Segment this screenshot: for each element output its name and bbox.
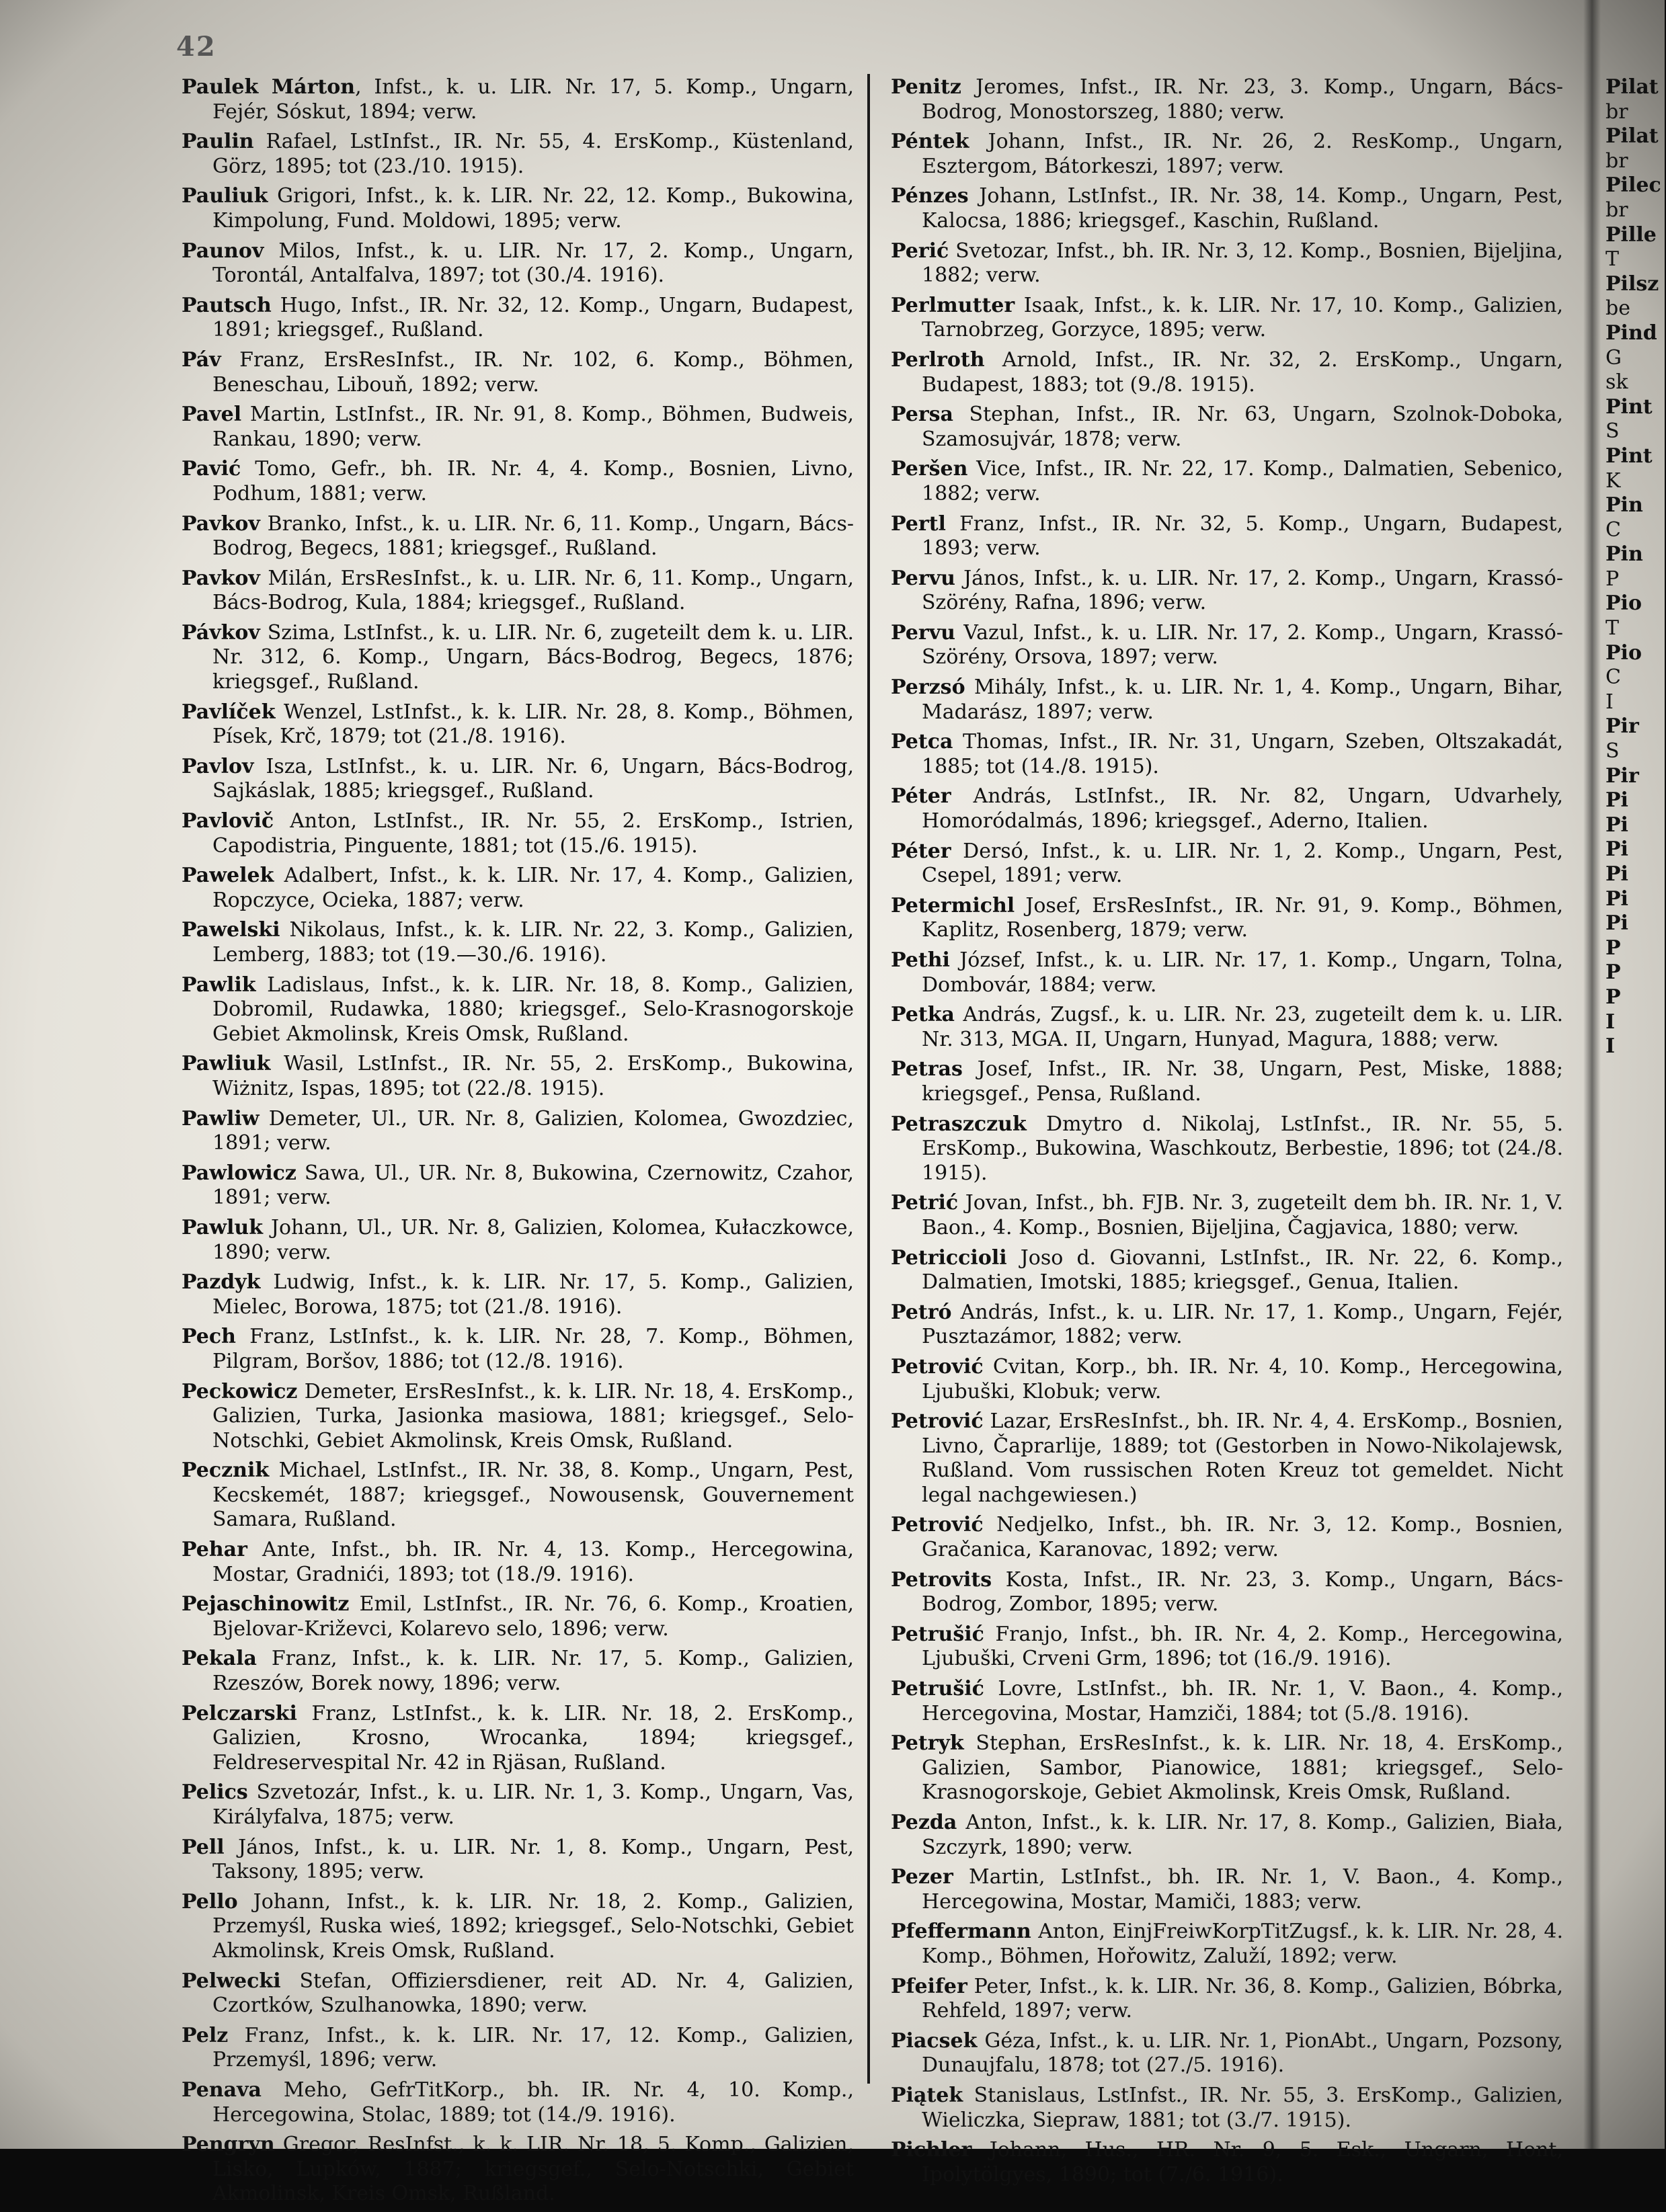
register-entry (891, 75, 1563, 124)
entry-surname: Pavlíček (182, 700, 276, 724)
entry-surname: Perlroth (891, 347, 985, 372)
entry-details: Johann, Ul., UR. Nr. 8, Galizien, Kolomea, Kułaczkowce, 1890; verw. (212, 1215, 854, 1264)
entry-details: Michael, LstInfst., IR. Nr. 38, 8. Komp., Ungarn, Pest, Kecskemét, 1887; kriegsgef., Nowousensk, Gouvernement Samara, Rußland. (212, 1459, 854, 1532)
register-entry (182, 621, 854, 695)
cut-off-text-fragment: P (1605, 960, 1621, 985)
register-entry (182, 1647, 854, 1696)
entry-surname: Pethi (891, 948, 950, 972)
entry-surname: Pavlov (182, 754, 254, 778)
cut-off-text-fragment: C (1605, 665, 1621, 690)
column-divider (867, 74, 870, 2084)
register-entry (891, 457, 1563, 506)
register-entry (891, 2084, 1563, 2133)
entry-surname: Pertl (891, 511, 946, 536)
cut-off-text-fragment: K (1605, 468, 1621, 493)
entry-details: András, LstInfst., IR. Nr. 82, Ungarn, Udvarhely, Homoródalmás, 1896; kriegsgef., Aderno, Italien. (922, 784, 1563, 833)
entry-details: Isza, LstInfst., k. u. LIR. Nr. 6, Ungarn, Bács-Bodrog, Sajkáslak, 1885; kriegsgef., Rußland. (212, 754, 854, 803)
entry-surname: Perić (891, 239, 949, 263)
entry-surname: Penitz (891, 75, 961, 99)
cut-off-text-fragment: Pi (1605, 862, 1628, 886)
entry-surname: Pazdyk (182, 1270, 261, 1295)
register-entry (182, 130, 854, 179)
entry-surname: Petrović (891, 1409, 984, 1434)
cut-off-text-fragment: Pilat (1605, 124, 1659, 149)
cut-off-text-fragment: I (1605, 1034, 1616, 1059)
register-entry (891, 1003, 1563, 1052)
entry-surname: Petrušić (891, 1677, 984, 1701)
entry-surname: Pezer (891, 1865, 953, 1889)
entry-details: Szima, LstInfst., k. u. LIR. Nr. 6, zugeteilt dem k. u. LIR. Nr. 312, 6. Komp., Ungarn, Bács-Bodrog, Begecs, 1876; kriegsgef., Rußland. (212, 620, 854, 694)
register-entry (182, 403, 854, 452)
entry-surname: Pello (182, 1889, 238, 1914)
entry-surname: Paulin (182, 130, 254, 154)
entry-surname: Petriccioli (891, 1245, 1007, 1270)
register-entry (891, 1409, 1563, 1508)
entry-surname: Penava (182, 2078, 262, 2102)
entry-surname: Pfeifer (891, 1974, 967, 1998)
entry-surname: Pawelski (182, 918, 280, 942)
entry-details: Franz, Infst., k. k. LIR. Nr. 17, 5. Komp., Galizien, Rzeszów, Borek nowy, 1896; verw. (212, 1647, 854, 1696)
entry-details: Adalbert, Infst., k. k. LIR. Nr. 17, 4. Komp., Galizien, Ropczyce, Ocieka, 1887; verw. (212, 864, 854, 912)
register-entry (891, 2029, 1563, 2078)
register-entry (182, 755, 854, 804)
entry-details: János, Infst., k. u. LIR. Nr. 1, 8. Komp., Ungarn, Pest, Taksony, 1895; verw. (212, 1835, 854, 1884)
entry-details: Demeter, Ul., UR. Nr. 8, Galizien, Kolomea, Gwozdziec, 1891; verw. (212, 1106, 854, 1155)
entry-details: Peter, Infst., k. k. LIR. Nr. 36, 8. Komp., Galizien, Bóbrka, Rehfeld, 1897; verw. (922, 1974, 1563, 2023)
entry-surname: Péter (891, 784, 951, 809)
entry-details: Franz, LstInfst., k. k. LIR. Nr. 28, 7. Komp., Böhmen, Pilgram, Boršov, 1886; tot (12./8. 1916). (212, 1325, 854, 1373)
register-entry (182, 1107, 854, 1156)
cut-off-text-fragment: Pint (1605, 395, 1653, 419)
cut-off-text-fragment: T (1605, 247, 1620, 272)
register-entry (891, 567, 1563, 616)
entry-details: Josef, Infst., IR. Nr. 38, Ungarn, Pest, Miske, 1888; kriegsgef., Pensa, Rußland. (922, 1057, 1563, 1106)
cut-off-text-fragment: G (1605, 345, 1622, 370)
entry-details: Stefan, Offiziersdiener, reit AD. Nr. 4, Galizien, Czortków, Szulhanowka, 1890; verw. (212, 1969, 854, 2018)
register-entry (182, 1459, 854, 1532)
register-entry (891, 1112, 1563, 1186)
register-entry (891, 239, 1563, 288)
register-entry (891, 1191, 1563, 1240)
cut-off-text-fragment: be (1605, 296, 1630, 321)
cut-off-text-fragment: Pi (1605, 911, 1628, 936)
cut-off-text-fragment: Pi (1605, 887, 1628, 911)
register-entry (891, 1057, 1563, 1106)
register-entry (182, 2133, 854, 2207)
entry-details: Jeromes, Infst., IR. Nr. 23, 3. Komp., Ungarn, Bács-Bodrog, Monostorszeg, 1880; verw. (922, 75, 1563, 124)
entry-surname: Pavlovič (182, 809, 274, 833)
cut-off-text-fragment: sk (1605, 370, 1628, 395)
register-entry (182, 700, 854, 749)
cut-off-text-fragment: Pilat (1605, 75, 1659, 99)
register-entry (891, 675, 1563, 725)
entry-surname: Petraszczuk (891, 1112, 1027, 1136)
entry-details: Emil, LstInfst., IR. Nr. 76, 6. Komp., Kroatien, Bjelovar-Križevci, Kolarevo selo, 1896; verw. (212, 1592, 854, 1641)
entry-details: Svetozar, Infst., bh. IR. Nr. 3, 12. Komp., Bosnien, Bijeljina, 1882; verw. (922, 239, 1563, 288)
entry-surname: Pecznik (182, 1459, 270, 1483)
cut-off-text-fragment: Pind (1605, 321, 1657, 345)
register-entry (891, 948, 1563, 997)
register-entry (182, 75, 854, 124)
register-entry (182, 294, 854, 343)
entry-surname: Paunov (182, 239, 264, 263)
entry-surname: Pavkov (182, 511, 260, 536)
entry-details: András, Infst., k. u. LIR. Nr. 17, 1. Komp., Ungarn, Fejér, Pusztazámor, 1882; verw. (922, 1300, 1563, 1349)
register-entry (891, 1865, 1563, 1914)
register-entry (182, 1380, 854, 1454)
entry-details: Vazul, Infst., k. u. LIR. Nr. 17, 2. Komp., Ungarn, Krassó-Szörény, Orsova, 1897; verw. (922, 620, 1563, 669)
entry-details: Stephan, ErsResInfst., k. k. LIR. Nr. 18, 4. ErsKomp., Galizien, Sambor, Pianowice, 1881; kriegsgef., Selo-Krasnogorskoje, Gebiet Akmolinsk, Kreis Omsk, Rußland. (922, 1731, 1563, 1805)
entry-details: Tomo, Gefr., bh. IR. Nr. 4, 4. Komp., Bosnien, Livno, Podhum, 1881; verw. (212, 457, 854, 505)
register-entry (891, 184, 1563, 233)
entry-surname: Páv (182, 347, 221, 372)
entry-details: Mihály, Infst., k. u. LIR. Nr. 1, 4. Komp., Ungarn, Bihar, Madarász, 1897; verw. (922, 675, 1563, 724)
register-entry (182, 1052, 854, 1101)
entry-details: Wenzel, LstInfst., k. k. LIR. Nr. 28, 8. Komp., Böhmen, Písek, Krč, 1879; tot (21./8. 1916). (212, 700, 854, 749)
cut-off-text-fragment: Pir (1605, 714, 1639, 739)
register-entry (182, 918, 854, 967)
entry-details: Ludwig, Infst., k. k. LIR. Nr. 17, 5. Komp., Galizien, Mielec, Borowa, 1875; tot (21./8. 1916). (212, 1270, 854, 1319)
register-entry (891, 1920, 1563, 1969)
entry-details: Kosta, Infst., IR. Nr. 23, 3. Komp., Ungarn, Bács-Bodrog, Zombor, 1895; verw. (922, 1567, 1563, 1616)
entry-surname: Petrić (891, 1191, 959, 1215)
entry-details: Géza, Infst., k. u. LIR. Nr. 1, PionAbt., Ungarn, Pozsony, Dunaujfalu, 1878; tot (27./5. 1916). (922, 2029, 1563, 2078)
register-entry (891, 130, 1563, 179)
entry-details: Cvitan, Korp., bh. IR. Nr. 4, 10. Komp., Hercegowina, Ljubuški, Klobuk; verw. (922, 1354, 1563, 1403)
entry-details: Franz, LstInfst., k. k. LIR. Nr. 18, 2. ErsKomp., Galizien, Krosno, Wrocanka, 1894; kriegsgef., Feldreservespital Nr. 42 in Rjäsan, Rußland. (212, 1701, 854, 1774)
cut-off-text-fragment: P (1605, 985, 1621, 1009)
entry-details: Johann, Infst., IR. Nr. 26, 2. ResKomp., Ungarn, Esztergom, Bátorkeszi, 1897; verw. (922, 130, 1563, 178)
entry-details: Stephan, Infst., IR. Nr. 63, Ungarn, Szolnok-Doboka, Szamosujvár, 1878; verw. (922, 403, 1563, 451)
entry-surname: Pavel (182, 403, 242, 427)
register-entry (891, 1513, 1563, 1562)
entry-surname: Pezda (891, 1811, 957, 1834)
entry-surname: Pervu (891, 566, 955, 590)
entry-surname: Petrovits (891, 1567, 992, 1592)
register-entry (182, 348, 854, 397)
entry-surname: Pejaschinowitz (182, 1592, 350, 1616)
entry-details: Vice, Infst., IR. Nr. 22, 17. Komp., Dalmatien, Sebenico, 1882; verw. (922, 457, 1563, 505)
entry-details: András, Zugsf., k. u. LIR. Nr. 23, zugeteilt dem k. u. LIR. Nr. 313, MGA. II, Ungarn, Hunyad, Magura, 1888; verw. (922, 1003, 1563, 1051)
entry-surname: Pawliw (182, 1106, 260, 1131)
entry-details: Demeter, ErsResInfst., k. k. LIR. Nr. 18, 4. ErsKomp., Galizien, Turka, Jasionka masiowa, 1881; kriegsgef., Selo-Notschki, Gebiet Akmolinsk, Kreis Omsk, Rußland. (212, 1379, 854, 1452)
cut-off-text-fragment: Pilsz (1605, 272, 1659, 296)
register-entry (891, 839, 1563, 889)
page-edge-shadow (1583, 0, 1601, 2149)
entry-details: Branko, Infst., k. u. LIR. Nr. 6, 11. Komp., Ungarn, Bács-Bodrog, Begecs, 1881; kriegsgef., Rußland. (212, 511, 854, 561)
register-entry (182, 512, 854, 561)
entry-details: Anton, EinjFreiwKorpTitZugsf., k. k. LIR. Nr. 28, 4. Komp., Böhmen, Hořowitz, Zaluží, 1892; verw. (922, 1920, 1563, 1968)
register-entry (182, 1836, 854, 1885)
entry-surname: Petrušić (891, 1622, 984, 1646)
entry-details: Dersó, Infst., k. u. LIR. Nr. 1, 2. Komp., Ungarn, Pest, Csepel, 1891; verw. (922, 839, 1563, 888)
register-entry (891, 1975, 1563, 2024)
register-entry (891, 403, 1563, 452)
register-entry (891, 1568, 1563, 1617)
entry-surname: Petka (891, 1003, 955, 1027)
register-entry (891, 1677, 1563, 1726)
entry-details: Hugo, Infst., IR. Nr. 32, 12. Komp., Ungarn, Budapest, 1891; kriegsgef., Rußland. (212, 293, 854, 342)
register-entry (182, 457, 854, 506)
cut-off-text-fragment: S (1605, 739, 1620, 764)
register-entry (182, 1780, 854, 1830)
register-entry (891, 2138, 1563, 2187)
register-entry (182, 567, 854, 616)
register-entry (891, 1731, 1563, 1805)
entry-details: József, Infst., k. u. LIR. Nr. 17, 1. Komp., Ungarn, Tolna, Dombovár, 1884; verw. (922, 948, 1563, 997)
entry-surname: Pervu (891, 620, 955, 645)
entry-details: Franz, Infst., IR. Nr. 32, 5. Komp., Ungarn, Budapest, 1893; verw. (922, 511, 1563, 561)
entry-details: Szvetozár, Infst., k. u. LIR. Nr. 1, 3. Komp., Ungarn, Vas, Királyfalva, 1875; verw. (212, 1780, 854, 1829)
register-entry (182, 1592, 854, 1641)
entry-surname: Pávkov (182, 620, 260, 645)
entry-details: Nikolaus, Infst., k. k. LIR. Nr. 22, 3. Komp., Galizien, Lemberg, 1883; tot (19.—30./6. 1916). (212, 918, 854, 967)
register-entry (182, 184, 854, 233)
entry-surname: Pech (182, 1325, 236, 1349)
entry-details: Anton, Infst., k. k. LIR. Nr. 17, 8. Komp., Galizien, Biała, Szczyrk, 1890; verw. (922, 1811, 1563, 1859)
entry-details: Dmytro d. Nikolaj, LstInfst., IR. Nr. 55, 5. ErsKomp., Bukowina, Waschkoutz, Berbestie, 1896; tot (24./8. 1915). (922, 1112, 1563, 1185)
entry-surname: Perlmutter (891, 293, 1015, 317)
cut-off-text-fragment: S (1605, 419, 1620, 444)
cut-off-text-fragment: Pi (1605, 788, 1628, 813)
entry-surname: Pavkov (182, 566, 260, 590)
entry-surname: Pelczarski (182, 1701, 297, 1725)
cut-off-text-fragment: Pilec (1605, 173, 1661, 198)
entry-surname: Pawluk (182, 1215, 264, 1239)
cut-off-text-fragment: Pir (1605, 764, 1639, 788)
register-entry (182, 864, 854, 913)
entry-details: Martin, LstInfst., bh. IR. Nr. 1, V. Baon., 4. Komp., Hercegowina, Mostar, Mamiči, 1883; verw. (922, 1865, 1563, 1914)
entry-surname: Pawlowicz (182, 1161, 296, 1185)
entry-details: Grigori, Infst., k. k. LIR. Nr. 22, 12. Komp., Bukowina, Kimpolung, Fund. Moldowi, 1895; verw. (212, 184, 854, 233)
entry-surname: Pauliuk (182, 184, 268, 208)
entry-details: Thomas, Infst., IR. Nr. 31, Ungarn, Szeben, Oltszakadát, 1885; tot (14./8. 1915). (922, 730, 1563, 778)
register-entry (891, 621, 1563, 670)
entry-surname: Pelwecki (182, 1969, 281, 1993)
entry-surname: Petrović (891, 1354, 984, 1379)
entry-surname: Pawlik (182, 973, 256, 997)
entry-surname: Paulek Márton (182, 75, 356, 99)
entry-details: Johann, Hus., HR. Nr. 9, 5. Esk., Ungarn, Hont, Ipolytölgyes, 1890; tot (7./6. 1916). (922, 2138, 1563, 2186)
register-entry (182, 1161, 854, 1211)
entry-surname: Pavić (182, 457, 241, 481)
right-column-fragment (1605, 75, 1666, 1059)
register-entry (182, 1890, 854, 1964)
entry-surname: Petrović (891, 1513, 984, 1537)
register-entry (182, 809, 854, 858)
cut-off-text-fragment: br (1605, 149, 1628, 173)
entry-surname: Pelz (182, 2023, 229, 2047)
entry-surname: Pfeffermann (891, 1920, 1031, 1944)
register-entry (182, 1216, 854, 1265)
register-entry (891, 294, 1563, 343)
entry-surname: Pautsch (182, 293, 272, 317)
register-entry (182, 1969, 854, 2018)
register-entry (891, 1355, 1563, 1404)
entry-details: Joso d. Giovanni, LstInfst., IR. Nr. 22, 6. Komp., Dalmatien, Imotski, 1885; kriegsgef., Genua, Italien. (922, 1245, 1563, 1295)
register-entry (891, 894, 1563, 943)
register-entry (891, 1811, 1563, 1860)
cut-off-text-fragment: Pio (1605, 591, 1642, 616)
entry-surname: Petermichl (891, 893, 1015, 917)
left-column (182, 75, 854, 2212)
entry-details: Martin, LstInfst., IR. Nr. 91, 8. Komp., Böhmen, Budweis, Rankau, 1890; verw. (212, 403, 854, 451)
entry-details: Lazar, ErsResInfst., bh. IR. Nr. 4, 4. ErsKomp., Bosnien, Livno, Čaprarlije, 1889; tot (Gestorben in Nowo-Nikolajewsk, Rußland. Vom russischen Roten Kreuz tot gemeldet. Nicht legal nachgewiesen.) (922, 1409, 1563, 1507)
entry-details: Wasil, LstInfst., IR. Nr. 55, 2. ErsKomp., Bukowina, Wiżnitz, Ispas, 1895; tot (22./8. 1915). (212, 1052, 854, 1100)
entry-surname: Péntek (891, 130, 969, 154)
entry-details: , Infst., k. u. LIR. Nr. 17, 5. Komp., Ungarn, Fejér, Sóskut, 1894; verw. (212, 75, 854, 124)
register-entry (182, 1325, 854, 1374)
register-entry (182, 973, 854, 1047)
entry-details: Milán, ErsResInfst., k. u. LIR. Nr. 6, 11. Komp., Ungarn, Bács-Bodrog, Kula, 1884; kriegsgef., Rußland. (212, 566, 854, 615)
cut-off-text-fragment: Pin (1605, 542, 1643, 567)
entry-surname: Péter (891, 839, 951, 863)
register-entry (891, 512, 1563, 561)
cut-off-text-fragment: Pio (1605, 641, 1642, 665)
register-entry (891, 1246, 1563, 1295)
entry-surname: Persa (891, 403, 953, 427)
register-entry (182, 1538, 854, 1587)
cut-off-text-fragment: P (1605, 936, 1621, 960)
entry-surname: Pehar (182, 1538, 247, 1562)
cut-off-text-fragment: I (1605, 690, 1614, 714)
cut-off-text-fragment: Pint (1605, 444, 1653, 468)
cut-off-text-fragment: Pille (1605, 222, 1657, 247)
entry-surname: Pekala (182, 1647, 257, 1671)
entry-surname: Pawelek (182, 864, 274, 888)
entry-surname: Peckowicz (182, 1379, 298, 1403)
entry-details: Franz, Infst., k. k. LIR. Nr. 17, 12. Komp., Galizien, Przemyśl, 1896; verw. (212, 2023, 854, 2072)
entry-details: Franz, ErsResInfst., IR. Nr. 102, 6. Komp., Böhmen, Beneschau, Libouň, 1892; verw. (212, 347, 854, 397)
entry-details: Anton, LstInfst., IR. Nr. 55, 2. ErsKomp., Istrien, Capodistria, Pinguente, 1881; tot (15./6. 1915). (212, 809, 854, 858)
middle-column (891, 75, 1563, 2193)
entry-surname: Perzsó (891, 675, 965, 700)
entry-surname: Pawliuk (182, 1052, 271, 1076)
cut-off-text-fragment: T (1605, 616, 1620, 641)
entry-surname: Piątek (891, 2083, 963, 2107)
entry-surname: Pénzes (891, 184, 969, 208)
register-entry (182, 239, 854, 288)
entry-details: Josef, ErsResInfst., IR. Nr. 91, 9. Komp., Böhmen, Kaplitz, Rosenberg, 1879; verw. (922, 893, 1563, 942)
entry-details: Rafael, LstInfst., IR. Nr. 55, 4. ErsKomp., Küstenland, Görz, 1895; tot (23./10. 1915). (212, 130, 854, 178)
entry-surname: Petras (891, 1057, 963, 1081)
entry-details: Jovan, Infst., bh. FJB. Nr. 3, zugeteilt dem bh. IR. Nr. 1, V. Baon., 4. Komp., Bosnien, Bijeljina, Čagjavica, 1880; verw. (922, 1191, 1563, 1239)
entry-surname: Petca (891, 730, 953, 754)
register-entry (891, 730, 1563, 779)
register-entry (182, 2078, 854, 2127)
cut-off-text-fragment: P (1605, 567, 1620, 591)
entry-surname: Pell (182, 1835, 225, 1859)
entry-details: Gregor, ResInfst., k. k. LIR. Nr. 18, 5. Komp., Galizien, Lisko, Lupków, 1887; kriegsgef., Selo-Notschki, Gebiet Akmolinsk, Kreis Omsk, Rußland. (212, 2133, 854, 2206)
entry-details: János, Infst., k. u. LIR. Nr. 17, 2. Komp., Ungarn, Krassó-Szörény, Rafna, 1896; verw. (922, 566, 1563, 615)
cut-off-text-fragment: br (1605, 198, 1628, 222)
register-entry (182, 1270, 854, 1319)
register-entry (182, 1702, 854, 1776)
entry-surname: Piacsek (891, 2029, 978, 2053)
entry-surname: Petró (891, 1300, 952, 1324)
entry-surname: Pengryn (182, 2133, 275, 2157)
cut-off-text-fragment: I (1605, 1010, 1616, 1034)
register-entry (891, 1623, 1563, 1672)
cut-off-text-fragment: Pin (1605, 493, 1643, 518)
entry-details: Ante, Infst., bh. IR. Nr. 4, 13. Komp., Hercegowina, Mostar, Gradnići, 1893; tot (18./9. 1916). (212, 1538, 854, 1586)
register-entry (182, 2024, 854, 2073)
entry-surname: Pichler (891, 2138, 972, 2162)
entry-details: Milos, Infst., k. u. LIR. Nr. 17, 2. Komp., Ungarn, Torontál, Antalfalva, 1897; tot (30./4. 1916). (212, 239, 854, 288)
entry-details: Johann, Infst., k. k. LIR. Nr. 18, 2. Komp., Galizien, Przemyśl, Ruska wieś, 1892; kriegsgef., Selo-Notschki, Gebiet Akmolinsk, Kreis Omsk, Rußland. (212, 1889, 854, 1963)
entry-surname: Peršen (891, 457, 968, 481)
cut-off-text-fragment: Pi (1605, 813, 1628, 837)
entry-details: Nedjelko, Infst., bh. IR. Nr. 3, 12. Komp., Bosnien, Gračanica, Karanovac, 1892; verw. (922, 1513, 1563, 1562)
cut-off-text-fragment: br (1605, 99, 1628, 124)
entry-details: Arnold, Infst., IR. Nr. 32, 2. ErsKomp., Ungarn, Budapest, 1883; tot (9./8. 1915). (922, 347, 1563, 397)
entry-details: Lovre, LstInfst., bh. IR. Nr. 1, V. Baon., 4. Komp., Hercegovina, Mostar, Hamziči, 1884; tot (5./8. 1916). (922, 1677, 1563, 1725)
entry-surname: Pelics (182, 1780, 248, 1805)
register-entry (891, 784, 1563, 833)
cut-off-text-fragment: C (1605, 518, 1621, 542)
entry-details: Sawa, Ul., UR. Nr. 8, Bukowina, Czernowitz, Czahor, 1891; verw. (212, 1161, 854, 1210)
entry-details: Franjo, Infst., bh. IR. Nr. 4, 2. Komp., Hercegowina, Ljubuški, Crveni Grm, 1896; tot (16./9. 1916). (922, 1622, 1563, 1671)
entry-surname: Petryk (891, 1731, 964, 1756)
register-entry (891, 1301, 1563, 1350)
entry-details: Stanislaus, LstInfst., IR. Nr. 55, 3. ErsKomp., Galizien, Wieliczka, Siepraw, 1881; tot (3./7. 1915). (922, 2083, 1563, 2132)
entry-details: Meho, GefrTitKorp., bh. IR. Nr. 4, 10. Komp., Hercegowina, Stolac, 1889; tot (14./9. 1916). (212, 2078, 854, 2127)
entry-details: Johann, LstInfst., IR. Nr. 38, 14. Komp., Ungarn, Pest, Kalocsa, 1886; kriegsgef., Kaschin, Rußland. (922, 184, 1563, 233)
page-number: 42 (176, 31, 216, 63)
entry-details: Isaak, Infst., k. k. LIR. Nr. 17, 10. Komp., Galizien, Tarnobrzeg, Gorzyce, 1895; verw. (922, 293, 1563, 342)
cut-off-text-fragment: Pi (1605, 837, 1628, 862)
register-entry (891, 348, 1563, 397)
entry-details: Ladislaus, Infst., k. k. LIR. Nr. 18, 8. Komp., Galizien, Dobromil, Rudawka, 1880; kriegsgef., Selo-Krasnogorskoje Gebiet Akmolinsk, Kreis Omsk, Rußland. (212, 973, 854, 1046)
